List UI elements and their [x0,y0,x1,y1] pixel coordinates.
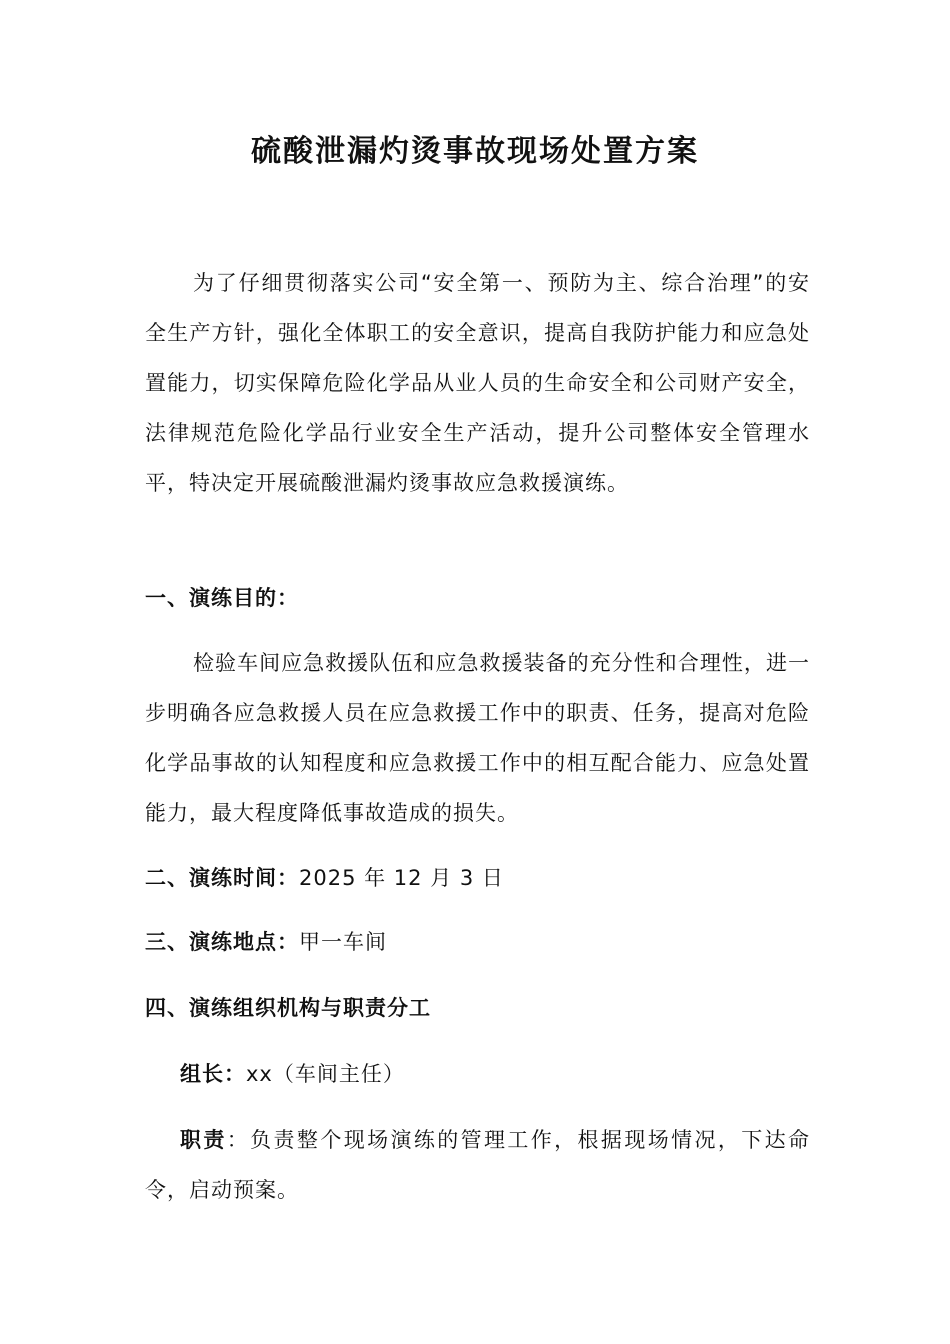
section1-paragraph: 检验车间应急救援队伍和应急救援装备的充分性和合理性，进一步明确各应急救援人员在应急救援工作中的职责、任务，提高对危险化学品事故的认知程度和应急救援工作中的相互配合能力、应急处置能力，最大程度降低事故造成的损失。 [145,651,810,825]
section3-heading-label: 三、演练地点： [145,930,299,954]
intro-paragraph: 为了仔细贯彻落实公司“安全第一、预防为主、综合治理”的安全生产方针，强化全体职工的安全意识，提高自我防护能力和应急处置能力，切实保障危险化学品从业人员的生命安全和公司财产安全，法律规范危险化学品行业安全生产活动，提升公司整体安全管理水平，特决定开展硫酸泄漏灼烫事故应急救援演练。 [145,271,810,495]
leader-line [180,1054,405,1094]
section1-paragraph-block [145,638,810,838]
section4-heading [145,988,431,1028]
leader-value: xx（车间主任） [246,1062,405,1086]
duty-text: ：负责整个现场演练的管理工作，根据现场情况，下达命令，启动预案。 [145,1128,811,1202]
section1-heading [145,578,299,618]
section3-value: 甲一车间 [299,930,387,954]
duty-label: 职责 [180,1128,227,1152]
section2-line [145,858,504,898]
intro-paragraph-block [145,258,810,508]
section3-line [145,922,387,962]
leader-label: 组长： [180,1062,246,1086]
document-title: 硫酸泄漏灼烫事故现场处置方案 [251,134,699,169]
section2-value: 2025 年 12 月 3 日 [299,866,504,890]
section4-heading-label: 四、演练组织机构与职责分工 [145,996,431,1020]
duty-paragraph [145,1115,810,1215]
section2-heading-label: 二、演练时间： [145,866,299,890]
section1-heading-label: 一、演练目的： [145,586,299,610]
